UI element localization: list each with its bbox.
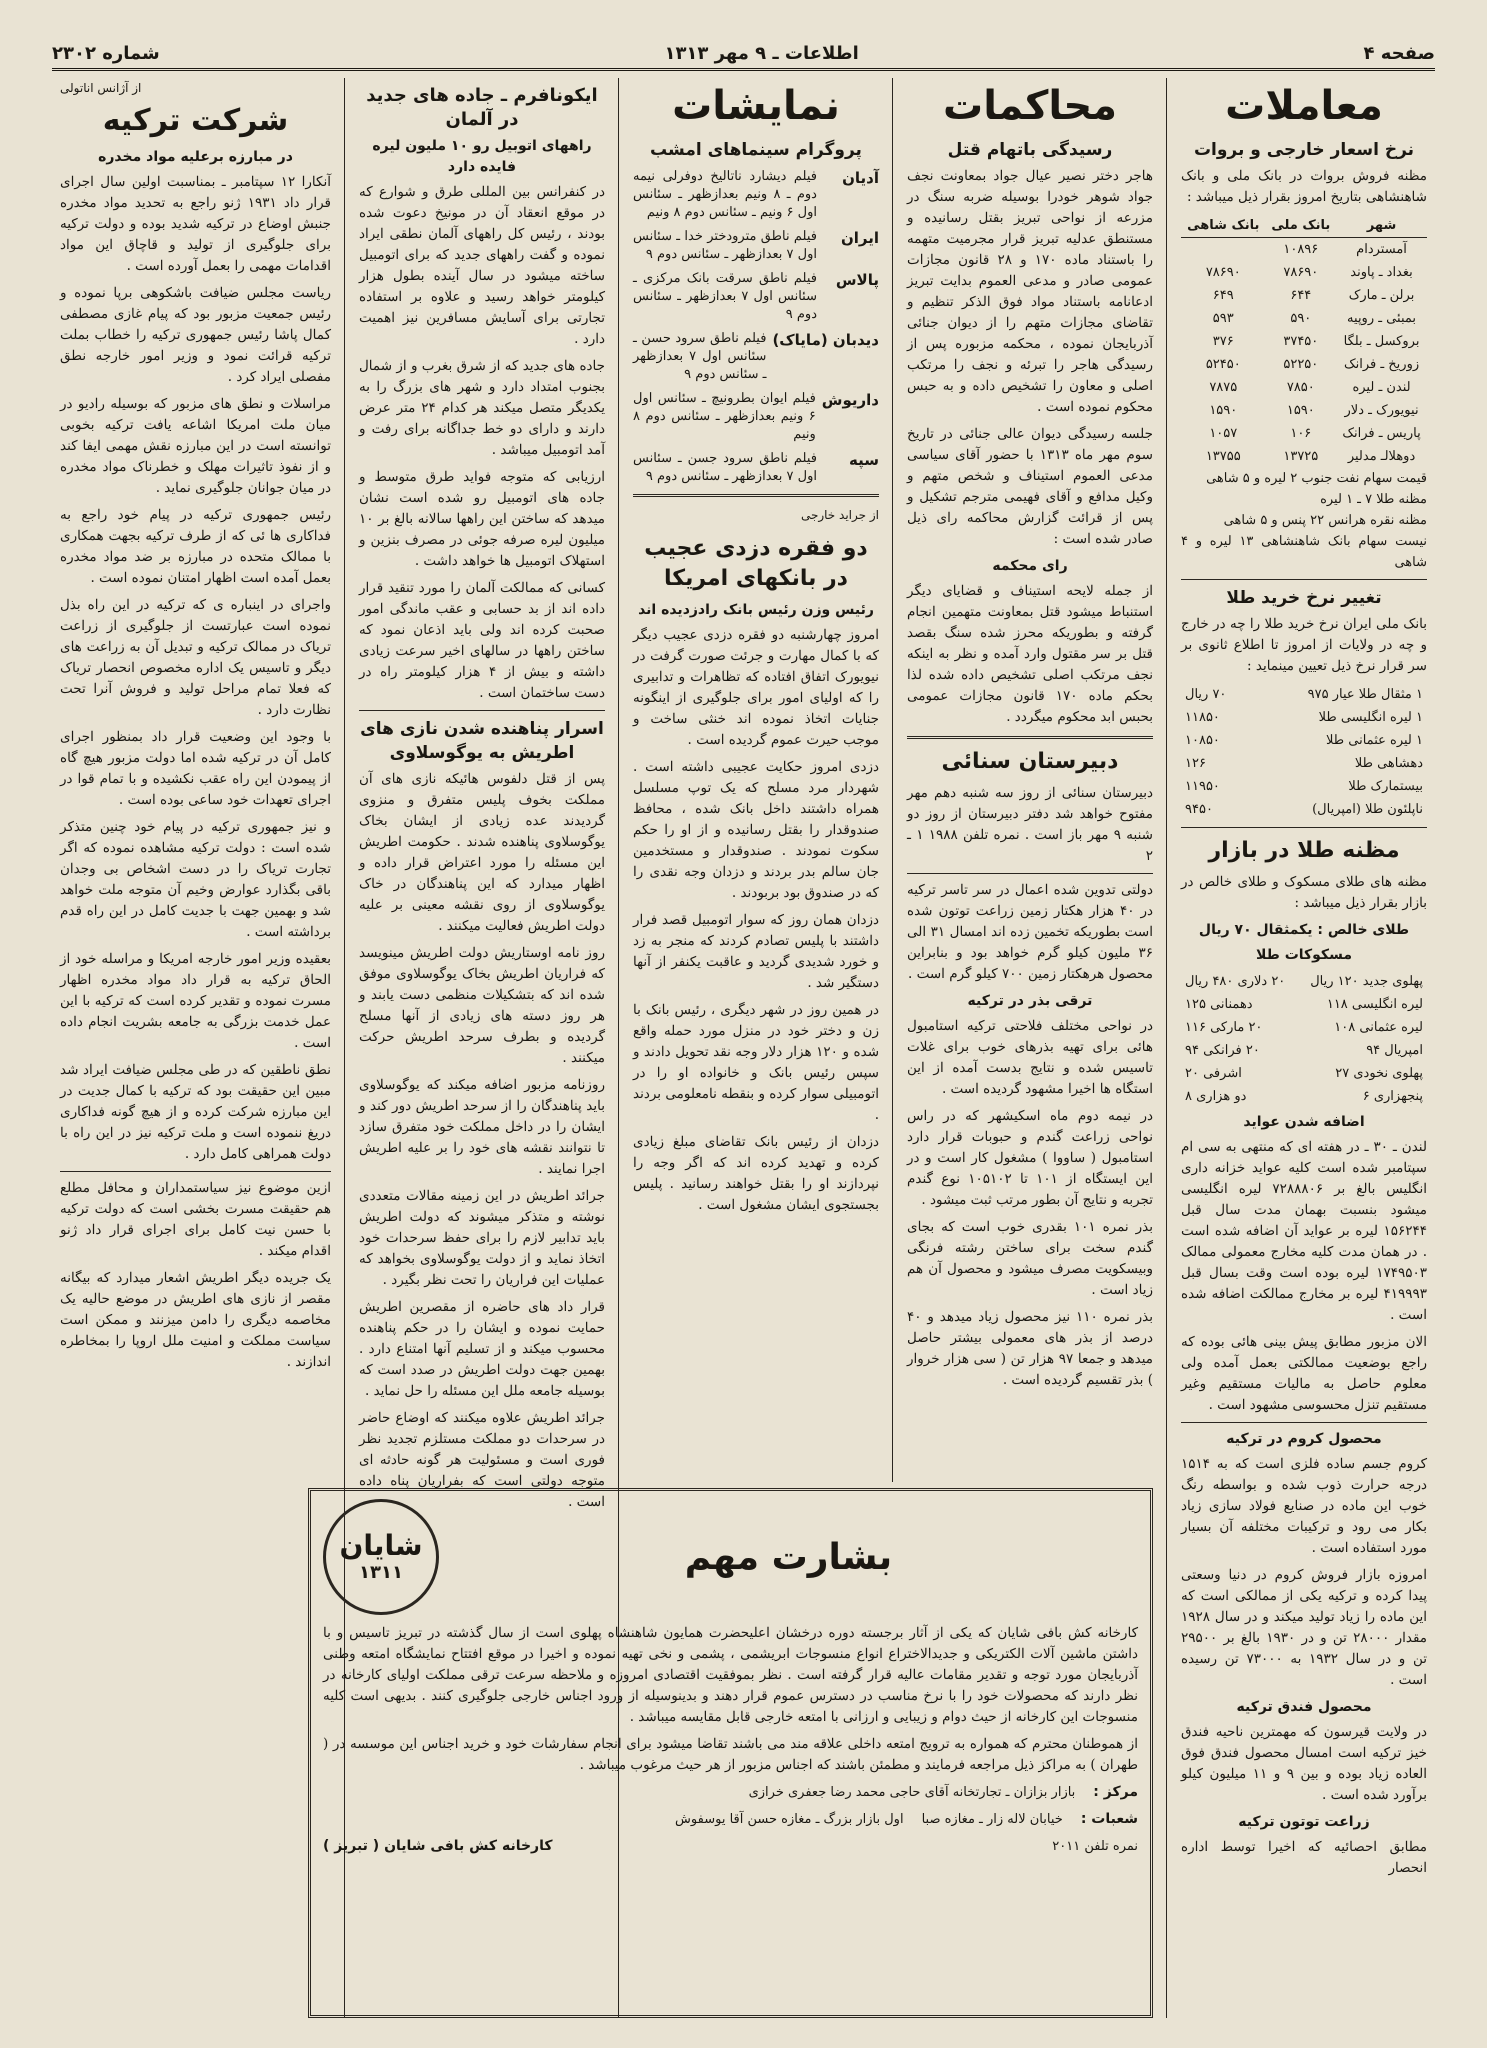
court-paragraph-2: جلسه رسیدگی دیوان عالی جنائی در تاریخ سوم مهر ماه ۱۳۱۳ با حضور آقای سیاسی مدعی العموم استیناف و شخص متهم و وکیل مدافع و آقای فهیمی مترجم تشکیل و پس از قرائت گزارش محاکمه رای ذیل صادر شده است :: [907, 426, 1153, 547]
cinema-entry: [633, 390, 879, 444]
gold-rate-intro: بانک ملی ایران نرخ خرید طلا را چه در خارج و چه در ولایات از امروز تا اطلاع ثانوی بر سر قرار نرخ ذیل تعیین مینماید :: [1181, 616, 1427, 674]
gold-rate-row: [1181, 706, 1427, 729]
advertisement-footer: [323, 1836, 1138, 1857]
advertisement-title: بشارت مهم: [684, 1536, 893, 1578]
rates-cell: ۷۸۵۰: [1286, 380, 1315, 395]
austria-paragraph-5: قرار داد های حاضره از مقصرین اطریش حمایت نموده و ایشان را در حکم پناهنده محسوب میکند و از تسلیم آنها امتناع دارد . بهمین جهت دولت اطریش در صدد است که بوسیله جامعه ملل این مسئله را حل نماید .: [359, 1299, 605, 1399]
rates-header-cell: شهر: [1336, 214, 1427, 238]
coin-row-cell: پهلوی جدید ۱۲۰ ریال: [1310, 974, 1423, 989]
austria-paragraph-3: روزنامه مزبور اضافه میکند که یوگوسلاوی باید پناهندگان را از سرحد اطریش دور کند و ایشان را در داخل مملکت خود متفرق سازد تا نتوانند نقشه های خود را بر علیه اطریش اجرا نمایند .: [359, 1077, 605, 1177]
branch-1: خیابان لاله زار ـ مغازه صبا: [921, 1812, 1063, 1827]
court-paragraph-3: از جمله لایحه استیناف و قضایای دیگر استنباط میشود قتل بمعاونت متهمین انجام گرفته و بطوریکه محرز شده سنگ بقصد قتل بر سر مقتول وارد آمده و نظر به اینکه نجف مرتکب اصلی تشخیص داده شده لذا بحکم ماده ۱۷۰ قانون مجازات عمومی بحبس ابد محکوم میگردد .: [907, 583, 1153, 725]
gold-rate-row-cell: بیستمارک طلا: [1348, 779, 1423, 794]
rates-cell: ۱۳۷۲۵: [1283, 449, 1319, 464]
robbery-paragraph-2: دزدی امروز حکایت عجیبی داشته است . شهردار مرد مسلح که یک توپ مسلسل همراه داشتند داخل بانک شده ، محافظ صندوقدار را بقتل رسانیده و از او را حکم سکوت نمودند . صندوقدار و مستخدمین جان سالم بدر بردند و دزدان وجه نقدی را که در صندوق بود بربودند .: [633, 759, 879, 901]
section-heading-courts: محاکمات: [943, 83, 1117, 129]
market-note: مظنه طلا ۷ ـ ۱ لیره: [1320, 492, 1427, 507]
bank-robbery-subtitle: رئیس وزن رئیس بانک رادزدیده اند: [638, 602, 874, 618]
coin-row: [1181, 1016, 1427, 1039]
revenue-text: لندن ـ ۳۰ ـ در هفته ای که منتهی به سی ام سپتامبر شده است کلیه عواید خزانه داری انگلیس بالغ بر ۷۲۸۸۸۰۶ لیره انگلیسی میشود بنسبت بهمان مدت سال قبل ۱۵۶۲۴۴ لیره بر عواید آن اضافه شده است . در همان مدت کلیه مخارج معمولی ممالک ۱۷۴۹۵۰۳ لیره بوده است وقت بسال قبل ۴۱۹۹۹۳ لیره بر مخارج ممالکت اضافه شده است .: [1181, 1139, 1428, 1323]
rates-cell: آمستردام: [1356, 242, 1407, 257]
advertisement-body: کارخانه کش بافی شایان که یکی از آثار برجسته دوره درخشان اعلیحضرت همایون شاهنشاه پهلوی است از سال گذشته در تبریز تاسیس و با داشتن ماشین آلات الکتریکی و جدیدالاختراع انواع منسوجات ابریشمی ، پشمی و نخی تهیه نموده و اخیرا در موقع افتتاح نمایشگاه امتعه وطنی آذربایجان مورد توجه و تقدیر مقامات عالیه قرار گرفته است . نظر بموفقیت اقتصادی امروزه و ملاحظه سرعت ترقی مملکت اولیای کارخانه در نظر دارند که محصولات خود را با نرخ مناسب در دسترس عموم قرار دهند و بدینوسیله از ورود اجناس خارجی جلوگیری کنند . بدیهی است کلیه منسوجات این کارخانه از حیث دوام و زیبایی و ارزانی با امتعه خارجی قابل مقایسه میباشد .: [323, 1625, 1138, 1725]
cinema-name: سپه: [849, 451, 879, 469]
verdict-title: رای محکمه: [992, 558, 1068, 574]
robbery-paragraph-5: دزدان از رئیس بانک تقاضای مبلغ زیادی کرده و تهدید کرده اند که اگر وجه را نپردازند او را بقتل خواهند رسانید . پلیس بجستجوی ایشان مشغول است .: [633, 1134, 879, 1213]
tobacco-text: مطابق احصائیه که اخیرا توسط اداره انحصار: [1181, 1839, 1427, 1876]
cinema-program: فیلم ناطق سرود جسن ـ سئانس اول ۷ بعدازظهر ـ سئانس دوم ۹: [633, 451, 817, 484]
hazelnut-text: در ولایت قیرسون که مهمترین ناحیه فندق خیز ترکیه است امسال محصول فندق فوق العاده زیاد بوده و بین ۹ و ۱۱ میلیون کیلو برآورد شده است .: [1181, 1724, 1427, 1803]
cinema-name: ایران: [840, 229, 879, 247]
rates-cell: ۵۹۰: [1290, 311, 1312, 326]
gold-rate-row-cell: ۱۱۹۵۰: [1185, 779, 1220, 794]
austria-paragraph-1: پس از قتل دلفوس هائیکه نازی های آن مملکت بخوف پلیس متفرق و منزوی گردیدند عده زیادی از ایشان بخاک یوگوسلاوی پناهنده شدند . حکومت اطریش این مسئله را مورد اعتراض قرار داده و اظهار میدارد که این پناهندگان در خاک یوگوسلاوی از روی نقشه معینی بر علیه دولت اطریش فعالیت میکنند .: [359, 771, 605, 934]
gold-rate-row-cell: ۱ لیره عثمانی طلا: [1326, 733, 1423, 748]
tobacco-continued: دولتی تدوین شده اعمال در سر تاسر ترکیه در ۴۰ هزار هکتار زمین زراعت توتون شده است بطوریکه تخمین زده اند امسال ۳۱ الی ۳۶ ملیون کیلو گرم خواهد بود و بنابراین محصول هرهکتار زمین ۷۰۰ کیلو گرم است .: [907, 882, 1153, 982]
rates-row: [1181, 261, 1427, 284]
coin-row: [1181, 1039, 1427, 1062]
robbery-paragraph-1: امروز چهارشنبه دو فقره دزدی عجیب دیگر که با کمال مهارت و جرئت صورت گرفت در نیویورک اتفاق افتاده که تظاهرات و تدابیری را که اولیای امور برای جلوگیری از اینگونه جنایات اتخاذ نموده اند خنثی ساخت و موجب حیرت عموم گردیده است .: [633, 627, 879, 748]
rates-cell: نیویورک ـ دلار: [1344, 403, 1419, 418]
column-turkey: [52, 78, 339, 2018]
coin-row-cell: دهمنانی ۱۲۵: [1185, 997, 1253, 1012]
turkey-paragraph-11: یک جریده دیگر اطریش اشعار میدارد که بیگانه مقصر از نازی های اطریش در موضع حالیه یک مخاصمه دیگری را دامن میزنند و ممکن است سیاست مملکت و امنیت ملل اروپا را بمخاطره اندازند .: [60, 1270, 331, 1370]
center-address: بازار بزازان ـ تجارتخانه آقای حاجی محمد رضا جعفری خرازی: [748, 1785, 1076, 1800]
rates-row: [1181, 422, 1427, 445]
section-heading-shows: نمایشات: [672, 83, 840, 129]
rates-cell: پاریس ـ فرانک: [1342, 426, 1421, 441]
seed-text-4: بذر نمره ۱۱۰ نیز محصول زیاد میدهد و ۴۰ درصد از بذر های معمولی بیشتر حاصل میدهد و جمعا ۹۷ هزار تن ( سی هزار خروار ) بذر تقسیم گردیده است .: [907, 1309, 1154, 1388]
gold-rate-row-cell: دهشاهی طلا: [1354, 756, 1423, 771]
rates-cell: ۵۲۲۵۰: [1283, 357, 1319, 372]
gold-rate-row-cell: ۱ لیره انگلیسی طلا: [1318, 710, 1423, 725]
gold-rate-row: [1181, 798, 1427, 821]
cinema-program: فیلم ایوان بطرونیچ ـ سئانس اول ۶ ونیم بعدازظهر ـ سئانس دوم ۸ ونیم: [633, 391, 816, 442]
turkey-paragraph-7: و نیز جمهوری ترکیه در پیام خود چنین متذکر شده است : دولت ترکیه مشاهده نموده که اگر تجارت تریاک را در دست اشخاص بی وجدان باقی بگذارد عوارض وخیم آن متوجه ملت خواهد شد و بهمین جهت با جدیت کامل در این راه قدم برداشته است .: [60, 819, 331, 940]
seed-title: ترقی بذر در ترکیه: [967, 993, 1093, 1009]
cinema-entry: [633, 330, 879, 384]
rates-header-cell: بانک ملی: [1266, 214, 1337, 238]
paper-date: اطلاعات ـ ۹ مهر ۱۳۱۳: [664, 42, 859, 64]
roads-paragraph-3: ارزیابی که متوجه فواید طرق متوسط و جاده های اتومبیل رو شده است نشان میدهد که ساختن این راهها سالانه بالغ بر ۱۰ میلیون لیره صرفه جوئی در مصرف بنزین و استهلاک اتومبیل ها خواهد داشت .: [359, 469, 605, 569]
center-label: مرکز :: [1093, 1784, 1138, 1800]
exchange-rates-table: [1181, 214, 1427, 468]
robbery-paragraph-3: دزدان همان روز که سوار اتومبیل قصد فرار داشتند با پلیس تصادم کردند که منجر به زد و خورد شدیدی گردید و عاقبت یکنفر از آنها دستگیر شد .: [633, 912, 879, 991]
logo-year: ۱۳۱۱: [359, 1562, 403, 1583]
hazelnut-title: محصول فندق ترکیه: [1236, 1699, 1372, 1715]
bank-robbery-title: دو فقره دزدی عجیب در بانکهای امریکا: [644, 536, 868, 591]
gold-rate-row-cell: ۷۰ ریال: [1185, 687, 1227, 702]
cinema-program-title: پروگرام سینماهای امشب: [650, 140, 862, 160]
rates-cell: ۷۸۶۹۰: [1283, 265, 1319, 280]
turkey-paragraph-1: آنکارا ۱۲ سپتامبر ـ بمناسبت اولین سال اجرای قرار داد ۱۹۳۱ ژنو راجع به تحدید مواد مخدره جنبش اوضاع در ترکیه شدید بوده و دولت ترکیه برای جلوگیری از تولید و قاچاق این مواد اقدامات مهمی را بعمل آورده است .: [60, 174, 332, 274]
gold-rate-row-cell: ۱۱۸۵۰: [1185, 710, 1220, 725]
gold-rate-row: [1181, 729, 1427, 752]
turkey-paragraph-5: واجرای در اینباره ی که ترکیه در این راه بذل نموده است عبارتست از جلوگیری از زراعت تریاک در ممالک ترکیه و تبدیل آن به زراعت های دیگر و تاسیس یک اداره مخصوص انحصار تریاک که فعلا تمام مراحل تولید و فروش آنرا تحت نظارت دارد .: [60, 597, 331, 718]
turkey-heading: شرکت ترکیه: [102, 103, 289, 138]
gold-rate-row-cell: ۹۴۵۰: [1185, 802, 1213, 817]
cinema-entry: [633, 270, 879, 324]
turkey-paragraph-4: رئیس جمهوری ترکیه در پیام خود راجع به فداکاری ها ئی که از طرف ترکیه بجهت همکاری با ممالک متحده در مبارزه بر ضد مواد مخدره بعمل آمده است اظهار امتنان نموده است .: [60, 507, 331, 586]
advertisement-body-2: از هموطنان محترم که همواره به ترویج امتعه داخلی علاقه مند می باشند تقاضا میشود برای انجام سفارشات خود و خرید اجناس این موسسه در ( طهران ) به مراکز ذیل مراجعه فرمایند و مطمئن باشند که اجناس مزبور از هر حیث مرغوب میباشد .: [323, 1736, 1138, 1773]
coin-row-cell: پهلوی نخودی ۲۷: [1335, 1066, 1423, 1081]
gold-rate-table: [1181, 683, 1427, 821]
rates-cell: ۳۷۴۵۰: [1283, 334, 1319, 349]
rates-row: [1181, 330, 1427, 353]
rates-cell: ۷۸۷۵: [1209, 380, 1238, 395]
cinema-name: پالاس: [835, 271, 879, 289]
exchange-rates-intro: مظنه فروش بروات در بانک ملی و بانک شاهنشاهی بتاریخ امروز بقرار ذیل میباشد :: [1181, 168, 1427, 205]
revenue-title: اضافه شدن عواید: [1243, 1114, 1365, 1130]
phone-number: نمره تلفن ۲۰۱۱: [1052, 1839, 1138, 1854]
coins-table: [1181, 970, 1427, 1108]
rates-row: [1181, 376, 1427, 399]
foreign-press-kicker: از جراید خارجی: [800, 508, 879, 522]
cinema-entry: [633, 450, 879, 486]
cinema-entry: [633, 228, 879, 264]
rates-cell: ۱۰۶: [1290, 426, 1312, 441]
chrome-text-2: امروزه بازار فروش کروم در دنیا وسعتی پیدا کرده و ترکیه یکی از ممالکی است که این ماده را زیاد تولید میکند و در سال ۱۹۲۸ مقدار ۲۸۰۰۰ تن و در ۱۹۳۰ بالغ بر ۲۹۵۰۰ تن و در سال ۱۹۳۲ به ۷۳۰۰۰ تن رسیده است .: [1181, 1567, 1428, 1688]
rates-cell: ۷۸۶۹۰: [1205, 265, 1241, 280]
pure-gold-line: طلای خالص : یکمثقال ۷۰ ریال: [1198, 922, 1410, 938]
school-title: دبیرستان سنائی: [941, 749, 1119, 774]
gold-rate-title: تغییر نرخ خرید طلا: [1226, 588, 1382, 608]
roads-paragraph-2: جاده های جدید که از شرق بغرب و از شمال بجنوب امتداد دارد و شهر های بزرگ را به یکدیگر متصل میکند هر کدام ۲۴ متر عرض دارند و دارای دو خط جداگانه برای رفت و آمد اتومبیل میباشد .: [359, 358, 605, 458]
market-gold-intro: مظنه های طلای مسکوک و طلای خالص در بازار بقرار ذیل میباشد :: [1181, 874, 1427, 911]
rates-cell: ۶۴۹: [1212, 288, 1234, 303]
rates-cell: لندن ـ لیره: [1352, 380, 1411, 395]
gold-rate-row: [1181, 683, 1427, 706]
rates-cell: بروکسل ـ بلگا: [1343, 334, 1420, 349]
coin-row: [1181, 1062, 1427, 1085]
rates-cell: برلن ـ مارک: [1348, 288, 1415, 303]
austria-paragraph-2: روز نامه اوستاریش دولت اطریش مینویسد که فراریان اطریش بخاک یوگوسلاوی موفق شده اند که بتشکیلات منظمی دست یابند و هر روز دسته های زیادی از آنها مسلح گردیده و بطرف سرحد اطریش حرکت میکنند .: [359, 945, 605, 1066]
coin-row-cell: لیره انگلیسی ۱۱۸: [1326, 997, 1423, 1012]
branch-label: شعبات :: [1080, 1811, 1138, 1827]
gold-rate-row-cell: ۱۲۶: [1185, 756, 1206, 771]
masthead: [52, 38, 1435, 71]
market-notes: [1181, 468, 1427, 573]
austria-nazis-title: اسرار پناهنده شدن نازی های اطریش به یوگوسلاوی: [360, 719, 604, 763]
gold-rate-row: [1181, 775, 1427, 798]
austria-paragraph-6: جرائد اطریش علاوه میکنند که اوضاع حاضر در سرحدات دو مملکت مستلزم تجدید نظر فوری است و مسئولیت هر گونه حادثه ای متوجه دولتی است که بفراریان پناه داده است .: [359, 1410, 605, 1510]
cinema-program: فیلم ناطق سرقت بانک مرکزی ـ سئانس اول ۷ بعدازظهر ـ سئانس دوم ۹: [633, 271, 817, 322]
section-heading-transactions: معاملات: [1225, 83, 1383, 129]
seed-text-3: بذر نمره ۱۰۱ بقدری خوب است که بجای گندم سخت برای ساختن رشته فرنگی وبیسکویت مصرف میشود و محصول آن هم زیاد است .: [907, 1219, 1153, 1298]
gold-rate-row-cell: ۱۰۸۵۰: [1185, 733, 1220, 748]
cinema-name: داریوش: [821, 391, 879, 409]
turkey-paragraph-3: مراسلات و نطق های مزبور که بوسیله رادیو در میان ملت امریکا اشاعه یافت ترکیه بخوبی توانسته است در این مبارزه نقش مهمی ایفا کند و از نفوذ تاثیرات مهلک و خطرناک مواد مخدره در میان جوانان جلوگیری نماید .: [60, 396, 331, 496]
rates-row: [1181, 307, 1427, 330]
coin-row-cell: امپریال ۹۴: [1366, 1043, 1423, 1058]
rates-cell: ۱۳۷۵۵: [1205, 449, 1241, 464]
chrome-text: کروم جسم ساده فلزی است که به ۱۵۱۴ درجه حرارت ذوب شده و بواسطه رنگ خوب این ماده در صنایع فولاد سازی زیاد بکار می رود و ترکیبات مختلفه آن بسیار مورد استفاده است .: [1181, 1456, 1427, 1556]
rates-cell: زوریخ ـ فرانک: [1343, 357, 1420, 372]
factory-name: کارخانه کش بافی شایان ( تبریز ): [323, 1838, 553, 1854]
anatolia-kicker: از آژانس اناتولی: [60, 81, 142, 95]
coin-row-cell: ۲۰ دلاری ۴۸۰ ریال: [1185, 974, 1286, 989]
cinema-name: دیدبان (مایاک): [772, 331, 879, 349]
coin-row-cell: دو هزاری ۸: [1185, 1089, 1247, 1104]
exchange-rates-title: نرخ اسعار خارجی و بروات: [1193, 140, 1415, 160]
rates-cell: ۱۵۹۰: [1209, 403, 1238, 418]
cinema-list: [633, 168, 879, 486]
rates-row: [1181, 353, 1427, 376]
rates-cell: دوهلالـ مدلیر: [1347, 449, 1416, 464]
market-note: مظنه نقره هرانس ۲۲ پنس و ۵ شاهی: [1223, 513, 1427, 528]
roads-paragraph-1: در کنفرانس بین المللی طرق و شوارع که در موقع انعقاد آن در مونیخ دعوت شده بودند ، رئیس کل راههای آلمان نطقی ایراد نموده و گفت راههای جدید که برای اتومبیل ساخته میشود در سال آینده بطول هزار کیلومتر خواهد رسید و علاوه بر استفاده تجارتی برای آسایش مسافرین نیز اهمیت دارد .: [359, 184, 605, 347]
branch-2: اول بازار بزرگ ـ مغازه حسن آقا یوسفوش: [675, 1812, 904, 1827]
austria-paragraph-4: جرائد اطریش در این زمینه مقالات متعددی نوشته و متذکر میشوند که دولت اطریش باید تدابیر لازم را برای حفظ سرحدات خود اتخاذ نماید و از دولت یوگوسلاوی بخواهد که عملیات این فراریان را تحت نظر بگیرد .: [359, 1188, 605, 1288]
advertisement-branches: [323, 1809, 1138, 1830]
roads-heading: ایکونافرم ـ جاده های جدید در آلمان: [366, 85, 598, 130]
rates-row: [1181, 238, 1427, 262]
cinema-program: فیلم دیشارد ناتالیخ دوفرلی نیمه دوم ـ ۸ ونیم بعدازظهر ـ سئانس اول ۶ ونیم ـ سئانس دوم ۸ ونیم: [633, 169, 817, 220]
roads-paragraph-4: کسانی که ممالکت آلمان را مورد تنقید قرار داده اند از بد حسابی و عقب ماندگی امور صحبت کرده اند ولی باید اذعان نمود که ساختن راهها در سالهای اخیر سرعت زیادی داشته و بیش از ۴ هزار کیلومتر راه در دست ساختمان است .: [359, 580, 605, 701]
coin-row-cell: لیره عثمانی ۱۰۸: [1334, 1020, 1423, 1035]
seed-text-1: در نواحی مختلف فلاحتی ترکیه استامبول هائی برای تهیه بذرهای خوب برای غلات تاسیس شده و نتایج بدست آمده از این استگاه ها اخیرا مشهود گردیده است .: [907, 1018, 1153, 1097]
rates-cell: [1181, 238, 1266, 262]
rates-cell: ۳۷۶: [1212, 334, 1234, 349]
rates-cell: ۵۹۳: [1212, 311, 1234, 326]
chrome-title: محصول کروم در ترکیه: [1226, 1431, 1382, 1447]
market-note: قیمت سهام نفت جنوب ۲ لیره و ۵ شاهی: [1206, 471, 1427, 486]
rates-row: [1181, 445, 1427, 468]
cinema-program: فیلم ناطق مترودختر خدا ـ سئانس اول ۷ بعدازظهر ـ سئانس دوم ۹: [633, 229, 817, 262]
gold-rate-row-cell: ناپلئون طلا (امپریال): [1312, 802, 1423, 817]
issue-number: شماره ۲۳۰۲: [52, 42, 160, 64]
coins-title: مسکوکات طلا: [1256, 947, 1352, 963]
shayan-logo: [323, 1499, 439, 1615]
column-shows: [625, 78, 887, 1482]
rates-cell: ۱۰۸۹۶: [1283, 242, 1319, 257]
turkey-paragraph-6: با وجود این وضعیت قرار داد بمنظور اجرای کامل آن در ترکیه شده اما دولت مزبور هیچ گاه از پیمودن این راه عقب نکشیده و با تمام قوا در اجرای تعهدات خود ساعی بوده است .: [60, 729, 331, 808]
market-note: نیست سهام بانک شاهنشاهی ۱۳ لیره و ۴ شاهی: [1181, 534, 1427, 570]
coin-row-cell: ۲۰ مارکی ۱۱۶: [1185, 1020, 1263, 1035]
robbery-paragraph-4: در همین روز در شهر دیگری ، رئیس بانک با زن و دختر خود در منزل مورد حمله واقع شده و ۱۲۰ هزار دلار وجه نقد تحویل دادند و سپس رئیس بانک و خانواده او را در اتومبیلی سوار کرده و بنقطه نامعلومی بردند .: [633, 1002, 879, 1123]
gold-rate-row: [1181, 752, 1427, 775]
turkey-paragraph-8: بعقیده وزیر امور خارجه امریکا و مراسله خود از الحاق ترکیه به قرار داد مواد مخدره اظهار مسرت نموده و تقدیر کرده است که ترکیه با این عمل خدمت بزرگی به جامعه بشریت انجام داده است .: [60, 951, 331, 1051]
coin-row-cell: پنجهزاری ۶: [1362, 1089, 1423, 1104]
tobacco-title: زراعت توتون ترکیه: [1238, 1814, 1370, 1830]
turkey-paragraph-9: نطق ناطقین که در طی مجلس ضیافت ایراد شد مبین این حقیقت بود که ترکیه با کمال جدیت در این مبارزه شرکت کرده و از هیچ گونه فداکاری دریغ ننموده است و ملت ترکیه نیز در این راه با دولت همراهی کامل دارد .: [60, 1062, 331, 1162]
page-number: صفحه ۴: [1363, 42, 1435, 64]
coin-row: [1181, 970, 1427, 993]
gold-rate-row-cell: ۱ مثقال طلا عیار ۹۷۵: [1307, 687, 1423, 702]
rates-cell: ۵۲۴۵۰: [1205, 357, 1241, 372]
court-paragraph-1: هاجر دختر نصیر عیال جواد بمعاونت نجف جواد شوهر خودرا بوسیله ضربه سنگ در مزرعه از نواحی تبریز بقتل رسانیده و مستنطق عدلیه تبریز قرار مجرمیت متهمه را باستناد ماده ۱۷۰ و ۲۸ قانون مجازات عمومی صادر و مدعی العموم بدایت تبریز ادعانامه باستناد مواد فوق الذکر تنظیم و تقاضای مجازات متهم را از دیوان جنائی آذربایجان نموده ، محکمه مزبوره پس از رسیدگی هاجر را تبرئه و نجف را مرتکب اصلی و معاون را تشخیص داده و به حبس محکوم نموده است .: [907, 168, 1154, 415]
market-gold-title: مظنه طلا در بازار: [1208, 838, 1400, 863]
rates-cell: ۱۰۵۷: [1209, 426, 1238, 441]
advertisement-center: [323, 1782, 1138, 1803]
murder-case-title: رسیدگی باتهام قتل: [947, 140, 1113, 160]
shayan-advertisement: [308, 1488, 1153, 2018]
logo-name: شایان: [339, 1529, 423, 1562]
cinema-entry: [633, 168, 879, 222]
column-transactions: [1173, 78, 1435, 2018]
coin-row: [1181, 993, 1427, 1016]
cinema-name: آدیان: [842, 169, 879, 187]
rates-cell: بمبئی ـ روپیه: [1347, 311, 1417, 326]
coin-row-cell: اشرفی ۲۰: [1185, 1066, 1242, 1081]
revenue-text-2: الان مزبور مطابق پیش بینی هائی بوده که راجع بوضعیت ممالکتی بعمل آمده ولی معلوم حاصل به مالیات مستقیم وغیر مستقیم تنزل محسوسی مشهود است .: [1181, 1334, 1427, 1413]
coin-row-cell: ۲۰ فرانکی ۹۴: [1185, 1043, 1260, 1058]
rates-cell: ۱۵۹۰: [1286, 403, 1315, 418]
seed-text-2: در نیمه دوم ماه اسکیشهر که در راس نواحی زراعت گندم و حبوبات قرار دارد استامبول ( ساووا ) مشغول کار است و در این ایستگاه از ۱۰۱ تا ۱۰۵۱۰۲ نوع گندم تجربه و نتایج آن بطور مرتب ثبت میشود .: [907, 1108, 1154, 1208]
rates-header-cell: بانک شاهی: [1181, 214, 1266, 238]
coin-row: [1181, 1085, 1427, 1108]
narcotics-title: در مبارزه برعلیه مواد مخدره: [98, 149, 293, 165]
rates-row: [1181, 399, 1427, 422]
cinema-program: فیلم ناطق سرود حسن ـ سئانس اول ۷ بعدازظهر ـ سئانس دوم ۹: [633, 331, 767, 382]
turkey-paragraph-2: ریاست مجلس ضیافت باشکوهی برپا نموده و رئیس جمعیت مزبور بود که پیام غازی مصطفی کمال پاشا رئیس جمهوری ترکیه را خطاب بملت ترکیه قرائت نمود و وزیر امور خارجه نطق مفصلی ایراد کرد .: [60, 285, 331, 385]
school-text: دبیرستان سنائی از روز سه شنبه دهم مهر مفتوح خواهد شد دفتر دبیرستان از روز دو شنبه ۹ مهر باز است . نمره تلفن ۱۹۸۸ ۱ ـ ۲: [907, 785, 1153, 864]
rates-cell: ۶۴۴: [1290, 288, 1312, 303]
rates-cell: بغداد ـ پاوند: [1350, 265, 1413, 280]
rates-row: [1181, 284, 1427, 307]
turkey-paragraph-10: ازین موضوع نیز سیاستمداران و محافل مطلع هم حقیقت مسرت بخشی است که دولت ترکیه با حسن نیت کامل برای اجرای قرار داد ژنو اقدام میکند .: [60, 1180, 331, 1259]
roads-subtitle: راههای اتوبیل رو ۱۰ ملیون لیره فایده دارد: [372, 138, 592, 175]
